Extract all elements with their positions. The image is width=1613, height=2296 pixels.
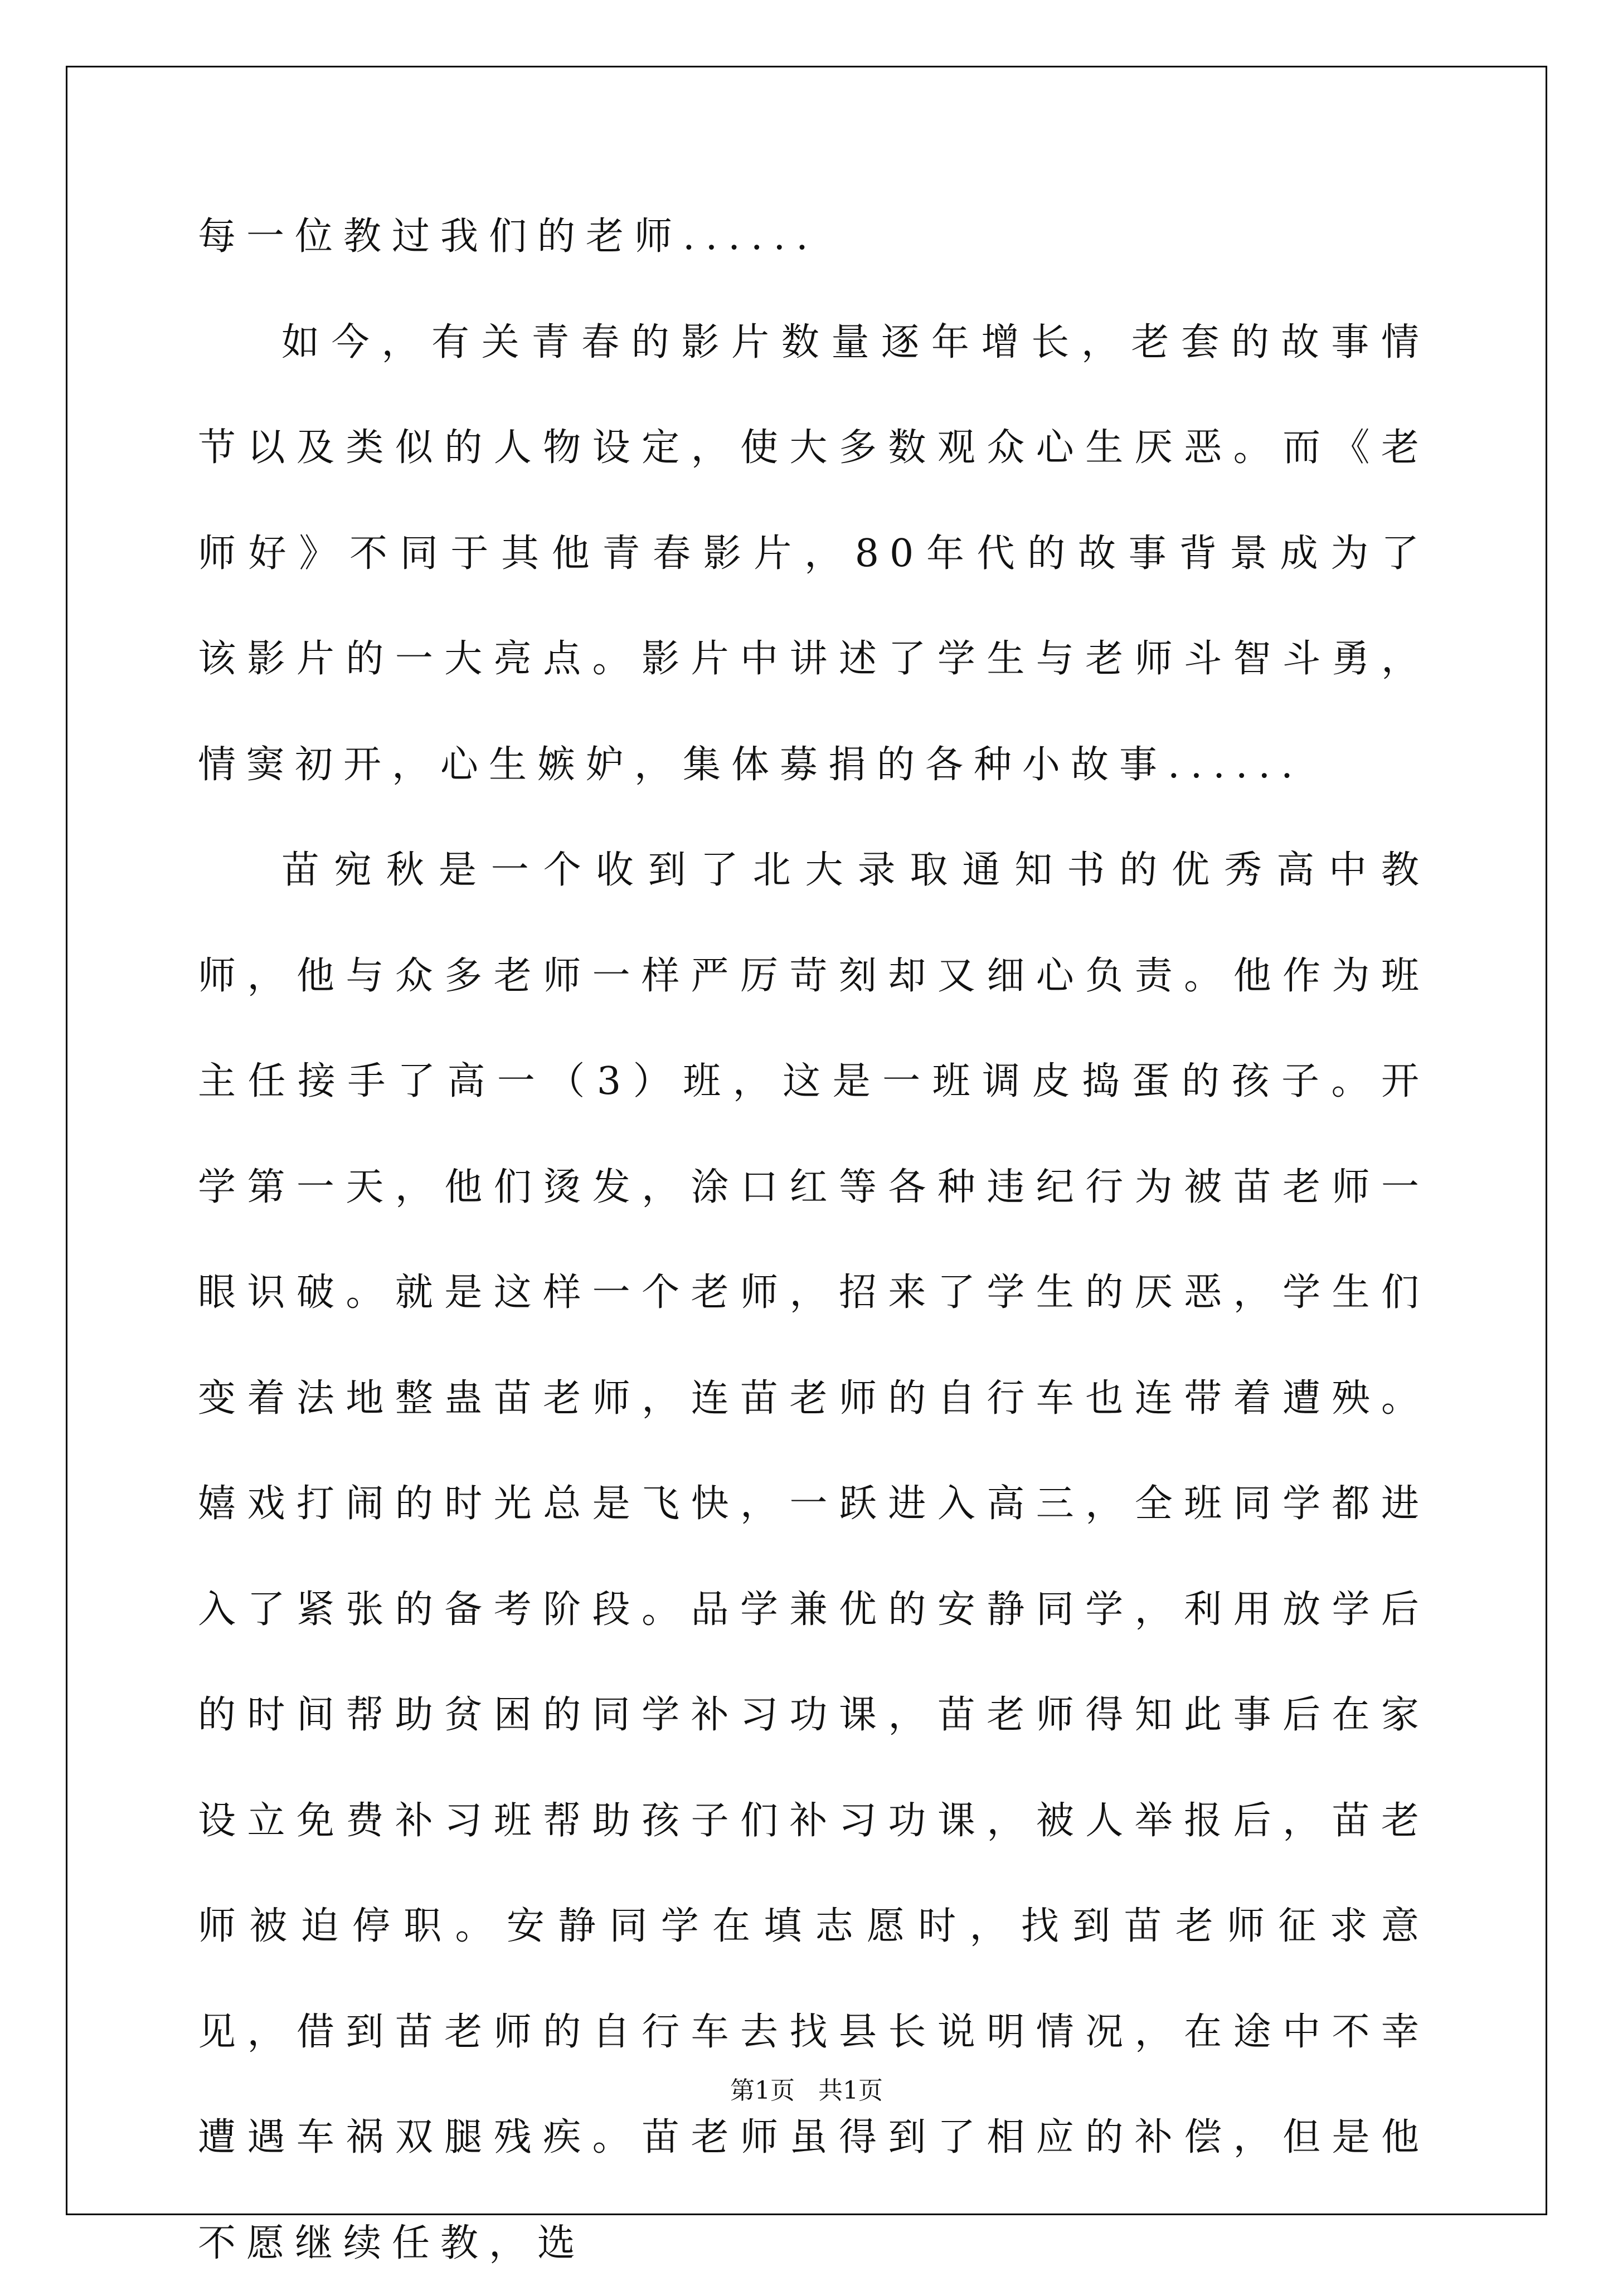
paragraph-1: 每一位教过我们的老师......: [198, 215, 819, 259]
paragraph-2: 如今，有关青春的影片数量逐年增长，老套的故事情节以及类似的人物设定，使大多数观众心生厌恶。而《老师好》不同于其他青春影片，80年代的故事背景成为了该影片的一大亮点。影片中讲述了学生与老师斗智斗勇，情窦初开，心生嫉妒，集体募捐的各种小故事......: [198, 320, 1430, 787]
page-number-footer: 第1页 共1页: [730, 2076, 883, 2105]
paragraph-3: 苗宛秋是一个收到了北大录取通知书的优秀高中教师，他与众多老师一样严厉苛刻却又细心负责。他作为班主任接手了高一（3）班，这是一班调皮捣蛋的孩子。开学第一天，他们烫发，涂口红等各种违纪行为被苗老师一眼识破。就是这样一个老师，招来了学生的厌恶，学生们变着法地整蛊苗老师，连苗老师的自行车也连带着遭殃。嬉戏打闹的时光总是飞快，一跃进入高三，全班同学都进入了紧张的备考阶段。品学兼优的安静同学，利用放学后的时间帮助贫困的同学补习功课，苗老师得知此事后在家设立免费补习班帮助孩子们补习功课，被人举报后，苗老师被迫停职。安静同学在填志愿时，找到苗老师征求意见，借到苗老师的自行车去找县长说明情况，在途中不幸遭遇车祸双腿残疾。苗老师虽得到了相应的补偿，但是他不愿继续任教，选: [198, 848, 1430, 2265]
document-body: [198, 184, 1430, 2296]
